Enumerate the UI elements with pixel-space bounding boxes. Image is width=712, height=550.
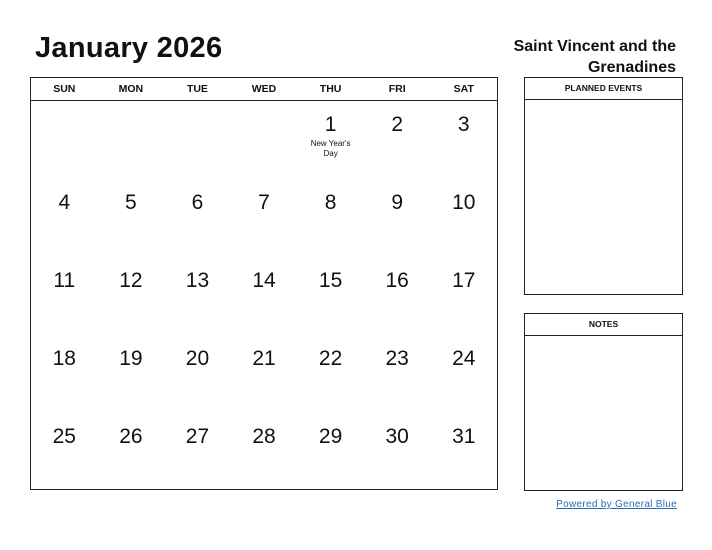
day-number: 31 — [452, 425, 476, 448]
day-number: 7 — [258, 191, 270, 214]
day-cell — [164, 257, 231, 335]
holiday-label — [297, 139, 364, 159]
day-number: 25 — [52, 425, 76, 448]
day-cell — [430, 257, 497, 335]
weekday-label: TUE — [186, 83, 208, 95]
day-cell — [98, 257, 165, 335]
day-number: 19 — [119, 347, 143, 370]
day-number — [164, 101, 231, 114]
day-cell — [297, 335, 364, 413]
day-number: 9 — [391, 191, 404, 214]
day-number: 15 — [318, 269, 343, 292]
day-cell — [164, 179, 231, 257]
day-number: 6 — [191, 191, 204, 214]
day-cell — [164, 335, 231, 413]
day-number: 4 — [58, 191, 71, 214]
weekday-label: SAT — [453, 83, 474, 95]
day-number: 18 — [52, 347, 76, 370]
day-number: 11 — [53, 269, 76, 292]
day-number: 29 — [318, 425, 343, 448]
day-cell — [231, 257, 298, 335]
day-cell — [231, 101, 298, 179]
day-cell — [231, 335, 298, 413]
day-number: 16 — [385, 269, 409, 292]
day-number: 24 — [452, 347, 476, 370]
day-cell — [364, 101, 431, 179]
week-row — [31, 179, 497, 257]
day-cell — [31, 179, 98, 257]
day-cell — [31, 101, 98, 179]
day-cell — [297, 101, 364, 179]
day-number: 26 — [119, 425, 143, 448]
day-cell — [164, 101, 231, 179]
notes-title: NOTES — [525, 314, 682, 336]
day-number: 13 — [185, 269, 210, 292]
day-number: 28 — [252, 425, 276, 448]
day-number: 30 — [385, 425, 409, 448]
day-cell — [31, 335, 98, 413]
weekday-label: SUN — [53, 83, 76, 95]
day-cell — [297, 413, 364, 491]
day-cell — [98, 335, 165, 413]
day-cell — [430, 413, 497, 491]
day-number: 21 — [252, 347, 276, 370]
week-row — [31, 257, 497, 335]
day-number — [231, 101, 298, 114]
day-number: 17 — [452, 269, 476, 292]
day-number — [98, 101, 165, 114]
notes-panel — [524, 313, 683, 491]
calendar-grid — [30, 77, 498, 490]
day-number: 8 — [324, 191, 337, 214]
day-cell — [364, 413, 431, 491]
week-row — [31, 335, 497, 413]
day-number: 14 — [252, 269, 276, 292]
day-cell — [297, 179, 364, 257]
holiday-name-line: New Year's — [310, 139, 351, 148]
day-number: 10 — [452, 191, 476, 214]
planned-events-panel — [524, 77, 683, 295]
day-cell — [430, 179, 497, 257]
day-cell — [297, 257, 364, 335]
day-number: 22 — [318, 347, 343, 370]
day-cell — [164, 413, 231, 491]
day-cell — [364, 179, 431, 257]
day-cell — [98, 413, 165, 491]
day-number: 23 — [385, 347, 409, 370]
day-cell — [31, 257, 98, 335]
weekday-label: THU — [319, 83, 342, 95]
day-cell — [364, 335, 431, 413]
week-row — [31, 101, 497, 179]
day-cell — [98, 101, 165, 179]
planned-events-title: PLANNED EVENTS — [525, 78, 682, 100]
day-cell — [231, 179, 298, 257]
day-number: 12 — [119, 269, 143, 292]
weekday-label: MON — [118, 83, 144, 95]
day-number — [31, 101, 98, 114]
day-number: 27 — [185, 425, 210, 448]
day-number: 20 — [185, 347, 210, 370]
weekday-label: FRI — [388, 83, 406, 95]
day-cell — [31, 413, 98, 491]
day-number: 5 — [125, 191, 137, 214]
page-title: January 2026 — [35, 32, 223, 64]
weekday-header — [31, 78, 497, 101]
powered-by-link[interactable]: Powered by General Blue — [556, 499, 677, 510]
week-row — [31, 413, 497, 491]
day-number: 3 — [457, 113, 470, 136]
day-cell — [98, 179, 165, 257]
day-number: 1 — [324, 113, 337, 136]
holiday-name-line: Day — [323, 149, 338, 158]
day-number: 2 — [391, 113, 404, 136]
day-cell — [430, 101, 497, 179]
country-name: Saint Vincent and the Grenadines — [513, 38, 676, 76]
day-cell — [430, 335, 497, 413]
weekday-label: WED — [251, 83, 277, 95]
calendar-body — [31, 101, 497, 490]
day-cell — [364, 257, 431, 335]
day-cell — [231, 413, 298, 491]
